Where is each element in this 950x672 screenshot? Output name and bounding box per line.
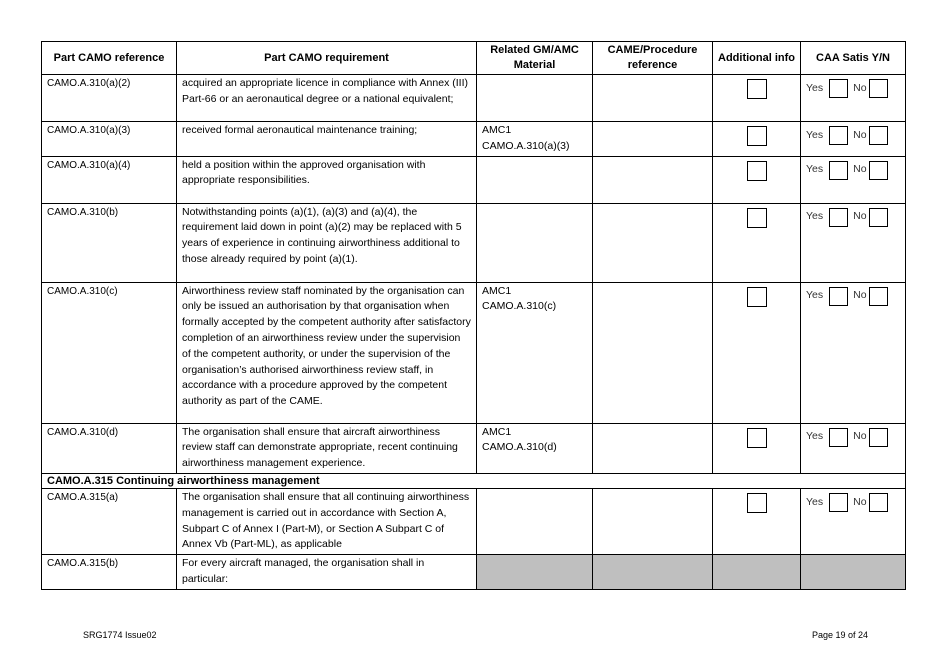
yes-label: Yes: [806, 128, 824, 141]
no-checkbox[interactable]: [869, 428, 888, 447]
came-reference-input[interactable]: [593, 282, 713, 423]
no-checkbox[interactable]: [869, 493, 888, 512]
no-label: No: [853, 128, 867, 141]
requirement-cell: Notwithstanding points (a)(1), (a)(3) and (a)(4), the requirement laid down in point (a)(2) may be replaced with 5 years of experience in continuing airworthiness additional to those already required by point (a)(1).: [177, 203, 477, 282]
no-label: No: [853, 430, 867, 443]
ref-cell: CAMO.A.310(a)(4): [42, 156, 177, 203]
requirement-cell: received formal aeronautical maintenance training;: [177, 122, 477, 157]
satis-cell: [801, 122, 906, 157]
gm-cell: [477, 488, 593, 554]
yes-checkbox[interactable]: [829, 287, 848, 306]
col-header-satis: CAA Satis Y/N: [801, 42, 906, 75]
yes-label: Yes: [806, 495, 824, 508]
requirement-cell: Airworthiness review staff nominated by the organisation can only be issued an authorisation by that organisation when formally accepted by the competent authority after satisfactory completion of an airworthiness review under the supervision of the competent authority, or under the supervision of the organisation’s authorised airworthiness review staff, in accordance with a procedure approved by the competent authority as part of the CAME.: [177, 282, 477, 423]
requirement-cell: held a position within the approved organisation with appropriate responsibilities.: [177, 156, 477, 203]
yes-label: Yes: [806, 81, 824, 94]
table-row: [42, 423, 906, 473]
no-label: No: [853, 289, 867, 302]
ref-cell: CAMO.A.310(c): [42, 282, 177, 423]
col-header-req: Part CAMO requirement: [177, 42, 477, 75]
ref-cell: CAMO.A.310(d): [42, 423, 177, 473]
ref-cell: CAMO.A.315(b): [42, 555, 177, 590]
requirement-cell: The organisation shall ensure that aircraft airworthiness review staff can demonstrate appropriate, recent continuing airworthiness management experience.: [177, 423, 477, 473]
requirement-cell: For every aircraft managed, the organisation shall in particular:: [177, 555, 477, 590]
col-header-came: CAME/Procedure reference: [593, 42, 713, 75]
col-header-ref: Part CAMO reference: [42, 42, 177, 75]
ref-cell: CAMO.A.315(a): [42, 488, 177, 554]
additional-info-checkbox[interactable]: [747, 493, 767, 513]
satis-cell: [801, 75, 906, 122]
additional-info-cell: [713, 423, 801, 473]
gm-cell: AMC1 CAMO.A.310(c): [477, 282, 593, 423]
gm-cell: [477, 156, 593, 203]
footer-page-number: Page 19 of 24: [811, 630, 868, 640]
requirement-cell: acquired an appropriate licence in compliance with Annex (III) Part-66 or an aeronautical degree or a national equivalent;: [177, 75, 477, 122]
additional-info-checkbox[interactable]: [747, 428, 767, 448]
no-label: No: [853, 210, 867, 223]
no-checkbox[interactable]: [869, 208, 888, 227]
yes-checkbox[interactable]: [829, 161, 848, 180]
yes-checkbox[interactable]: [829, 493, 848, 512]
ref-cell: CAMO.A.310(a)(3): [42, 122, 177, 157]
additional-info-cell: [713, 122, 801, 157]
additional-info-cell: [713, 488, 801, 554]
table-row: [42, 488, 906, 554]
additional-info-checkbox[interactable]: [747, 287, 767, 307]
section-row: [42, 473, 906, 488]
additional-info-cell: [713, 75, 801, 122]
yes-checkbox[interactable]: [829, 208, 848, 227]
satis-cell: [801, 282, 906, 423]
requirement-cell: The organisation shall ensure that all continuing airworthiness management is carried out in accordance with Section A, Subpart C of Annex I (Part-M), or Section A Subpart C of Annex Vb (Part-ML), as applicable: [177, 488, 477, 554]
came-reference-input[interactable]: [593, 203, 713, 282]
no-checkbox[interactable]: [869, 161, 888, 180]
no-checkbox[interactable]: [869, 287, 888, 306]
came-reference-input[interactable]: [593, 423, 713, 473]
additional-info-cell: [713, 203, 801, 282]
additional-info-checkbox[interactable]: [747, 161, 767, 181]
compliance-table: [41, 41, 906, 590]
section-title: CAMO.A.315 Continuing airworthiness management: [42, 473, 906, 488]
came-cell-disabled: [593, 555, 713, 590]
satis-cell: [801, 488, 906, 554]
table-row: [42, 75, 906, 122]
satis-cell-disabled: [801, 555, 906, 590]
yes-label: Yes: [806, 210, 824, 223]
col-header-gm: Related GM/AMC Material: [477, 42, 593, 75]
gm-cell: AMC1 CAMO.A.310(d): [477, 423, 593, 473]
satis-cell: [801, 423, 906, 473]
additional-info-cell: [713, 282, 801, 423]
ref-cell: CAMO.A.310(b): [42, 203, 177, 282]
yes-label: Yes: [806, 163, 824, 176]
satis-cell: [801, 203, 906, 282]
additional-info-checkbox[interactable]: [747, 126, 767, 146]
no-checkbox[interactable]: [869, 126, 888, 145]
yes-checkbox[interactable]: [829, 428, 848, 447]
col-header-info: Additional info: [713, 42, 801, 75]
satis-cell: [801, 156, 906, 203]
no-label: No: [853, 163, 867, 176]
came-reference-input[interactable]: [593, 75, 713, 122]
no-label: No: [853, 81, 867, 94]
yes-checkbox[interactable]: [829, 79, 848, 98]
no-checkbox[interactable]: [869, 79, 888, 98]
came-reference-input[interactable]: [593, 122, 713, 157]
no-label: No: [853, 495, 867, 508]
ref-cell: CAMO.A.310(a)(2): [42, 75, 177, 122]
gm-cell: [477, 203, 593, 282]
gm-cell-disabled: [477, 555, 593, 590]
footer-doc-id: SRG1774 Issue02: [83, 630, 157, 640]
additional-info-checkbox[interactable]: [747, 79, 767, 99]
yes-label: Yes: [806, 289, 824, 302]
gm-cell: [477, 75, 593, 122]
yes-checkbox[interactable]: [829, 126, 848, 145]
table-row: [42, 122, 906, 157]
info-cell-disabled: [713, 555, 801, 590]
additional-info-cell: [713, 156, 801, 203]
yes-label: Yes: [806, 430, 824, 443]
table-row: [42, 555, 906, 590]
table-row: [42, 156, 906, 203]
table-row: [42, 203, 906, 282]
came-reference-input[interactable]: [593, 488, 713, 554]
additional-info-checkbox[interactable]: [747, 208, 767, 228]
table-row: [42, 282, 906, 423]
gm-cell: AMC1 CAMO.A.310(a)(3): [477, 122, 593, 157]
header-row: [42, 42, 906, 75]
came-reference-input[interactable]: [593, 156, 713, 203]
